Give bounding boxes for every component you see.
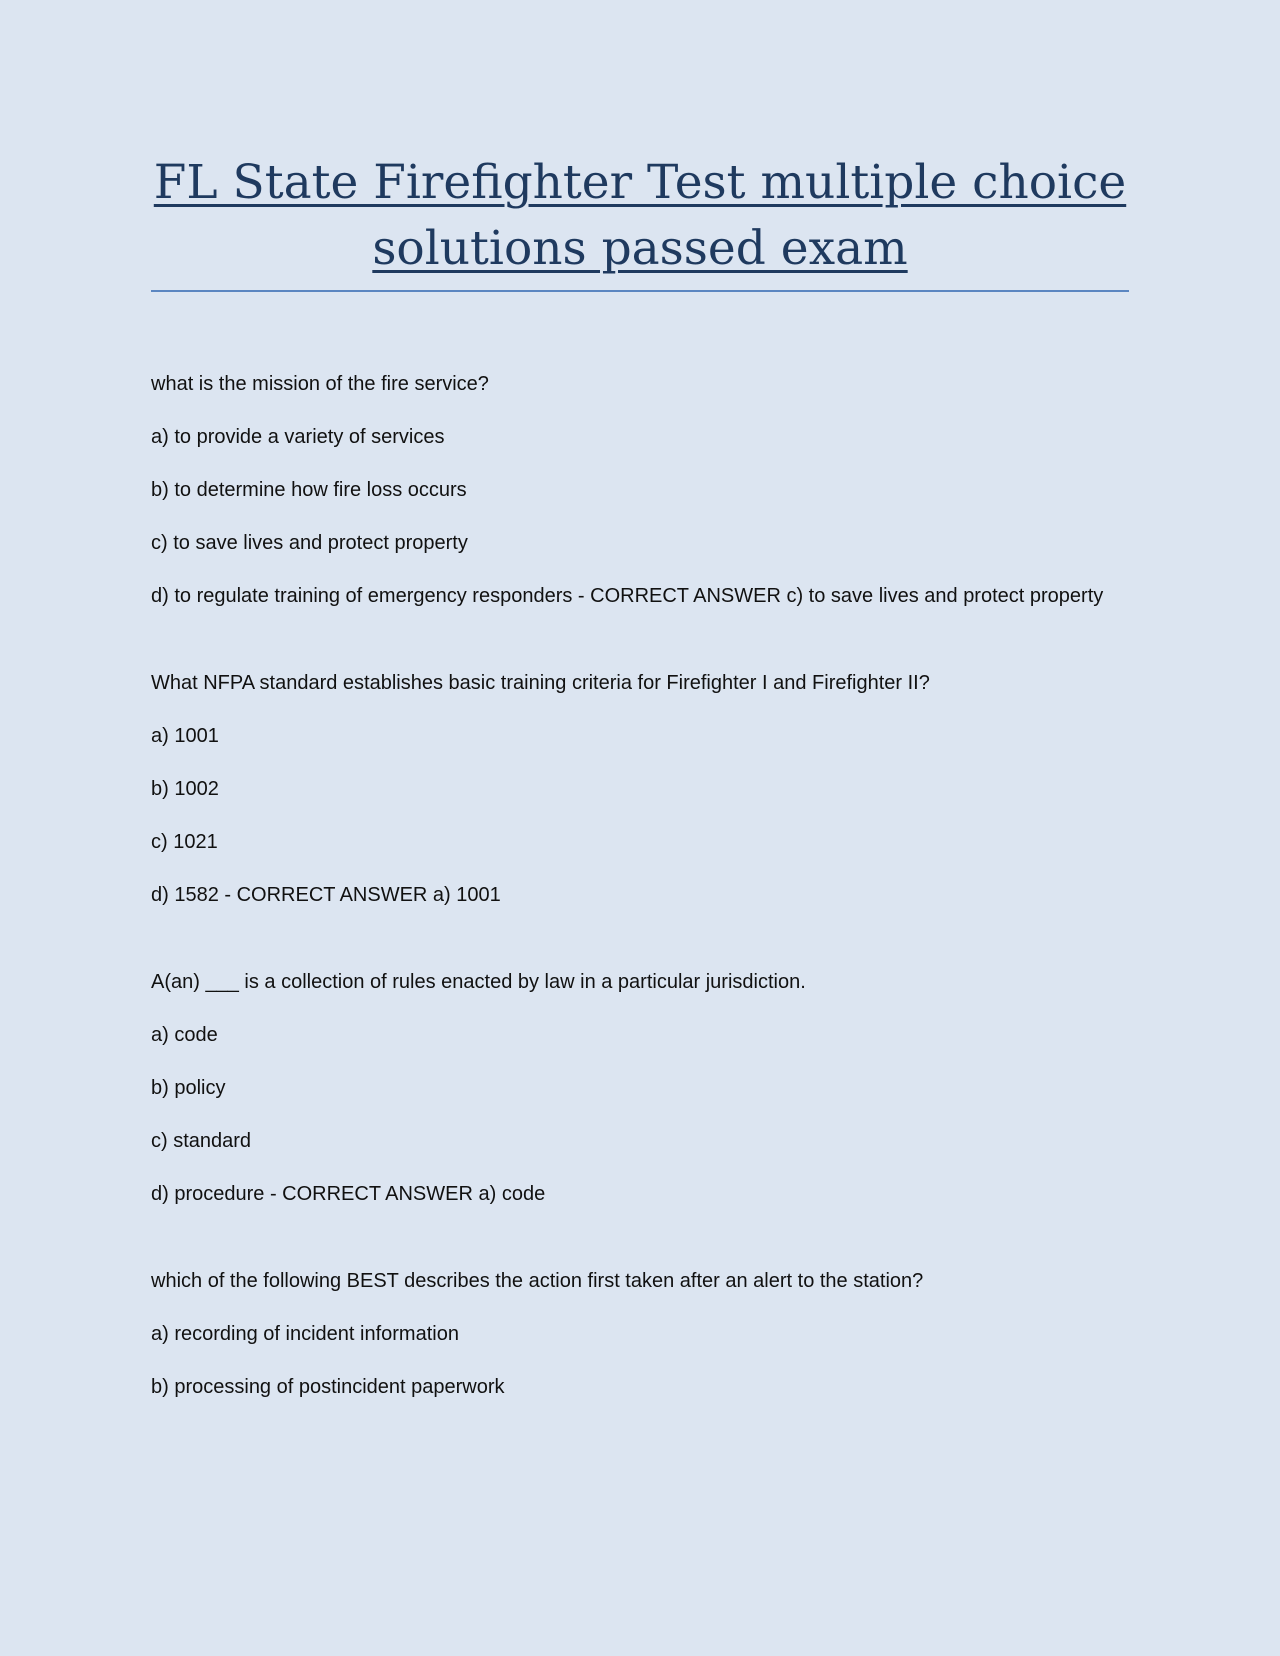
answer-option: c) 1021 xyxy=(151,831,218,853)
answer-option: c) to save lives and protect property xyxy=(151,532,468,554)
answer-option: b) 1002 xyxy=(151,778,219,800)
answer-option: b) policy xyxy=(151,1077,226,1099)
answer-option: a) recording of incident information xyxy=(151,1323,459,1345)
answer-option: a) code xyxy=(151,1024,218,1046)
answer-option: c) standard xyxy=(151,1130,252,1152)
answer-option: a) 1001 xyxy=(151,725,219,747)
answer-option-with-correct-answer: d) to regulate training of emergency responders - CORRECT ANSWER c) to save lives and protect property xyxy=(151,585,1104,607)
answer-option-with-correct-answer: d) 1582 - CORRECT ANSWER a) 1001 xyxy=(151,884,501,906)
document-title: FL State Firefighter Test multiple choice solutions passed exam xyxy=(151,150,1129,292)
question-block xyxy=(151,368,1129,612)
question-block xyxy=(151,1265,1129,1403)
answer-option: a) to provide a variety of services xyxy=(151,426,445,448)
question-prompt: what is the mission of the fire service? xyxy=(151,373,489,395)
question-list xyxy=(151,368,1129,1403)
answer-option: b) processing of postincident paperwork xyxy=(151,1376,505,1398)
question-prompt: which of the following BEST describes the action first taken after an alert to the station? xyxy=(151,1270,924,1292)
document-page xyxy=(151,150,1129,1458)
question-prompt: A(an) ___ is a collection of rules enacted by law in a particular jurisdiction. xyxy=(151,971,806,993)
question-block xyxy=(151,667,1129,911)
question-block xyxy=(151,966,1129,1210)
question-prompt: What NFPA standard establishes basic training criteria for Firefighter I and Firefighter II? xyxy=(151,672,930,694)
answer-option-with-correct-answer: d) procedure - CORRECT ANSWER a) code xyxy=(151,1183,546,1205)
answer-option: b) to determine how fire loss occurs xyxy=(151,479,467,501)
